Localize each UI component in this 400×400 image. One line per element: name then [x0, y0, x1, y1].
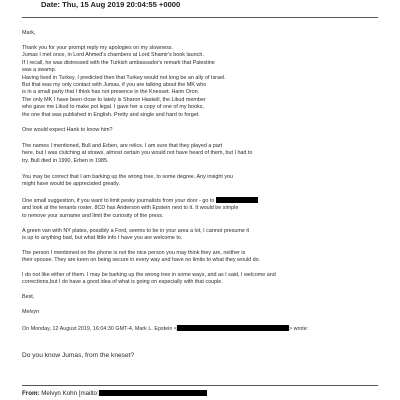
date-value: Thu, 15 Aug 2019 20:04:55 +0000 [62, 0, 181, 9]
from-line [22, 390, 207, 397]
paragraph-line: and look at the tenants roster. 8CD has Anderson with Epstein next to it. It would be simple [22, 205, 239, 212]
date-label: Date: [41, 0, 60, 9]
date-header [41, 0, 180, 9]
quote-prefix: On Monday, 12 August 2019, 16:04:30 GMT-4, Mark L. Epstein < [22, 326, 177, 332]
footer-divider [22, 385, 378, 386]
paragraph-text: One small suggestion, if you want to limit pesky journalists from your door - go to [22, 198, 215, 204]
quote-suffix: > wrote: [288, 326, 309, 332]
paragraph-line: The names I mentioned, Bull and Erben, are relics. I am sure that they played a part [22, 143, 223, 149]
paragraph-line: try. Bull died in 1990, Erben in 1985. [22, 157, 109, 164]
paragraph-2: One would expect Hank to know him? [22, 127, 113, 133]
paragraph-8 [22, 272, 276, 287]
paragraph-line: their spouse. They are keen on being secure in every way and have no limits to what they would do. [22, 257, 261, 264]
paragraph-line: corrections,but I do have a good idea of what is going on especially with that couple. [22, 279, 223, 286]
from-label: From: [22, 390, 40, 397]
paragraph-line: the one that was published in English. Pretty and single and hard to forget. [22, 111, 200, 118]
redaction-block [99, 390, 207, 396]
from-value: Melvyn Kohn [mailto: [41, 390, 99, 397]
paragraph-line: might have would be appreciated greatly. [22, 181, 120, 188]
quote-header [22, 325, 308, 333]
header-divider [22, 17, 378, 18]
paragraph-5 [22, 197, 258, 220]
quoted-message: Do you know Jumas, from the kneset? [22, 352, 135, 359]
paragraph-line: to remove your surname and limit the curiosity of the press. [22, 212, 164, 219]
paragraph-1 [22, 45, 226, 119]
paragraph-7 [22, 250, 260, 265]
paragraph-line: Thank you for your prompt reply my apologies on my slowness. [22, 45, 174, 51]
redaction-block [216, 197, 258, 203]
paragraph-line: Jumas I met once, in Lord Ahmed's chambers at Lord Shamir's book launch. [22, 52, 204, 59]
signature: Melvyn [22, 309, 40, 315]
paragraph-line: here, but I was clutching at straws, almost certain you would not have heard of them, but I had to [22, 150, 253, 157]
redaction-block [177, 325, 289, 331]
paragraph-line: The person I mentioned on the phone is not the nice person you may think they are, neither is [22, 250, 246, 256]
paragraph-line: I do not like either of them. I may be barking up the wrong tree in some ways, and as I said, I welcome and [22, 272, 276, 278]
paragraph-3 [22, 143, 252, 165]
paragraph-4 [22, 174, 233, 189]
paragraph-line: The only MK I have been close to lately is Sharon Haskell, the Likud member [22, 96, 206, 103]
paragraph-line: is in a small party that I think has not presence in the Knesset. Haim Oron. [22, 89, 200, 96]
paragraph-6 [22, 228, 249, 243]
paragraph-line: Having lived in Turkey, I predicted then that Turkey would not long be an ally of Israel. [22, 74, 226, 81]
paragraph-line: was a swamp. [22, 67, 57, 74]
greeting: Mark, [22, 30, 36, 36]
paragraph-line: A green van with NY plates, possibly a Ford, seems to be in your area a lot, I cannot presume it [22, 228, 250, 234]
paragraph-line: But that was my only contact with Jumas, if you are talking about the MK who [22, 82, 207, 89]
paragraph-line: who gave me Likud to make pot legal. I gave her a copy of one of my books, [22, 104, 204, 111]
paragraph-line: You may be correct that I am barking up the wrong tree, to some degree. Any insight you [22, 174, 234, 180]
closing: Best, [22, 294, 35, 300]
paragraph-line: is up to anything bad, but what little info I have you are welcome to. [22, 235, 183, 242]
paragraph-line [22, 197, 258, 205]
paragraph-line: If I recall, he was distressed with the Turkish ambassador's remark that Palestine [22, 59, 215, 66]
